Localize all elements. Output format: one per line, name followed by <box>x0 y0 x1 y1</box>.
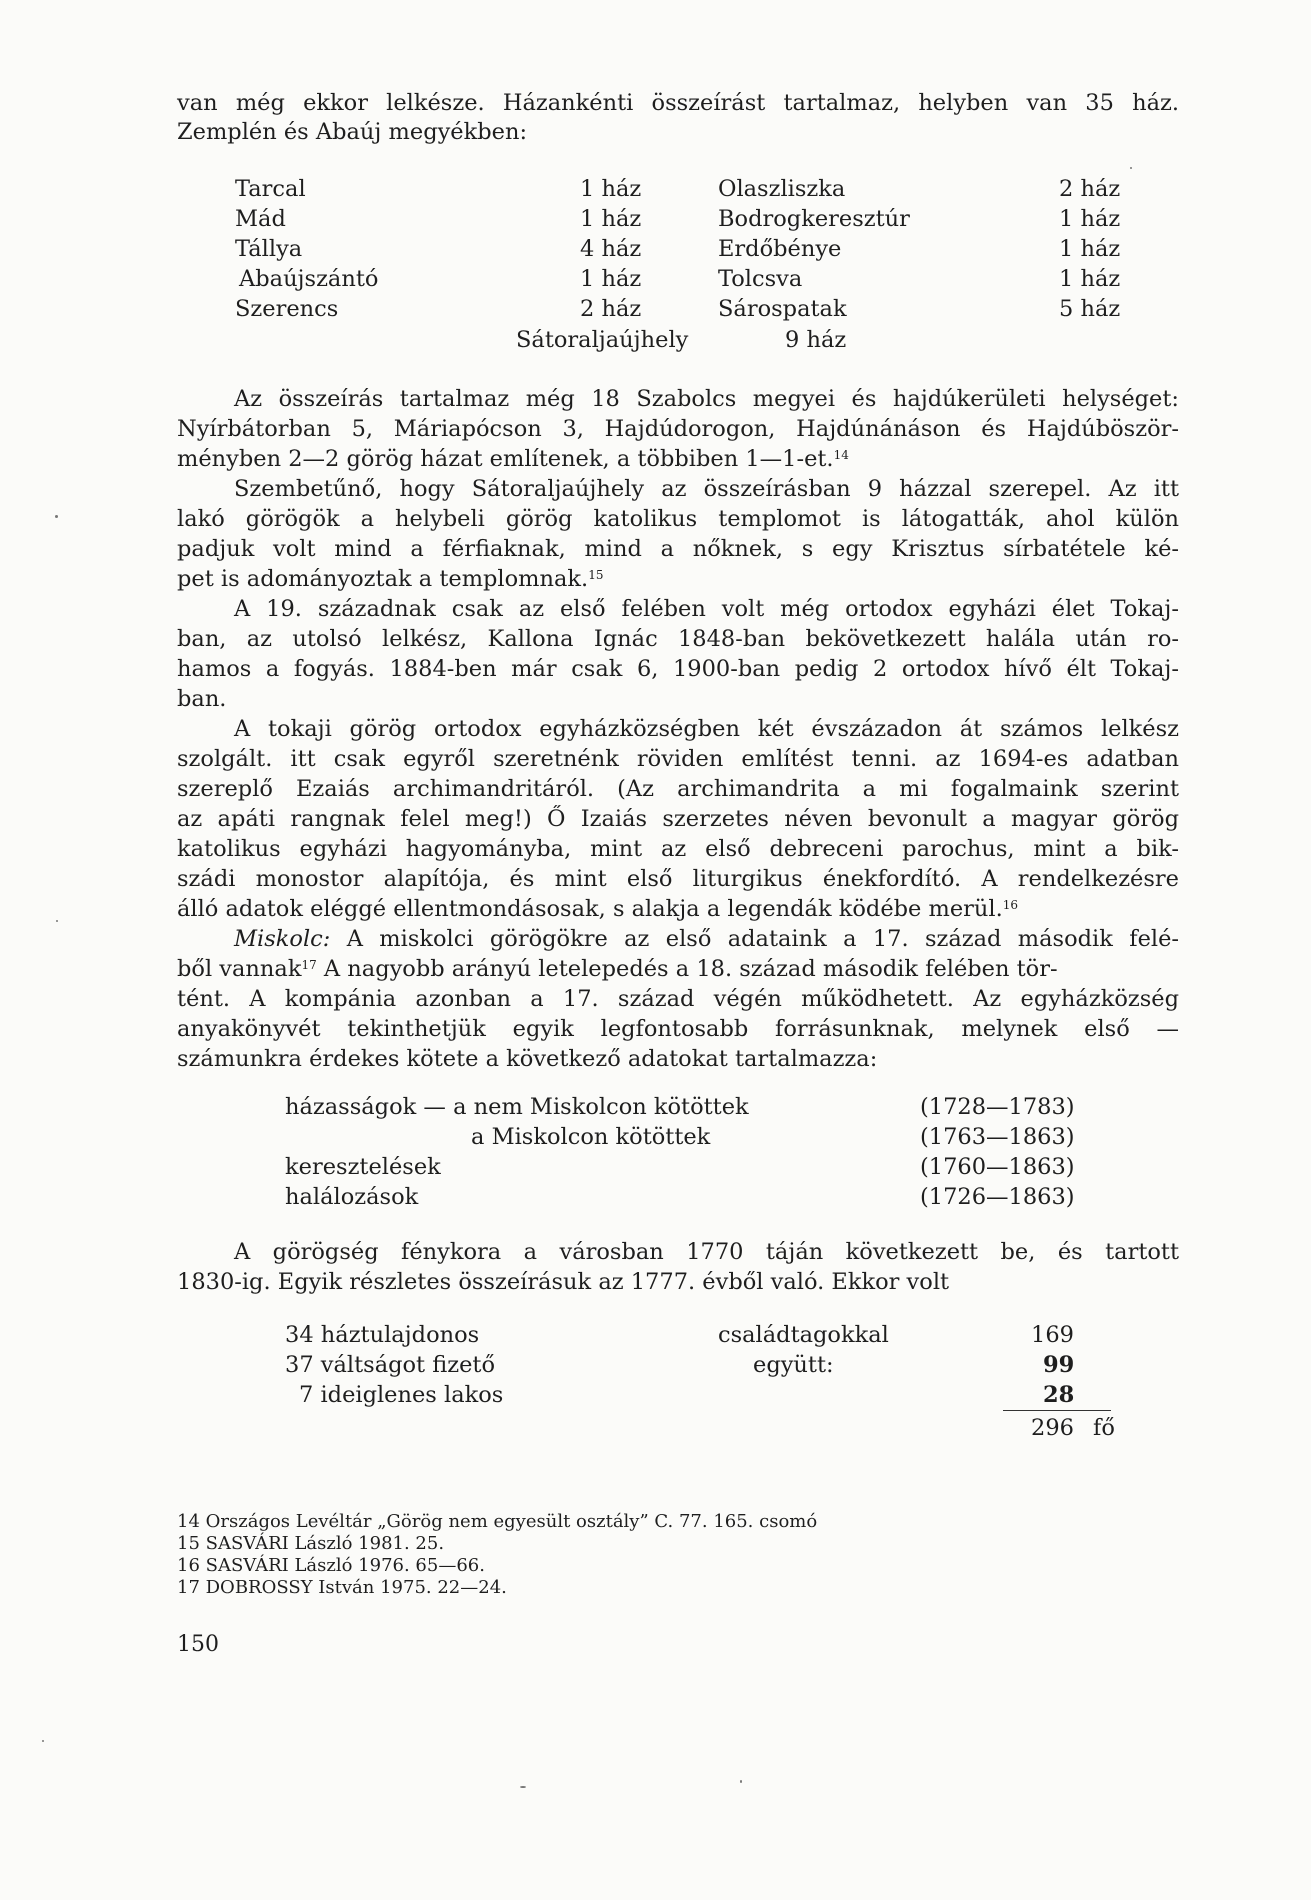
town-name: Tállya <box>235 236 303 262</box>
body-line: padjuk volt mind a férfiaknak, mind a nőknek, s egy Krisztus sírbatétele ké- <box>177 536 1179 562</box>
body-line: ban, az utolsó lelkész, Kallona Ignác 1848-ban bekövetkezett halála után ro- <box>177 626 1179 652</box>
page-number: 150 <box>177 1632 219 1657</box>
body-line: Miskolc: A miskolci görögökre az első adataink a 17. század második felé- <box>234 926 1179 952</box>
town-name: Mád <box>235 206 286 232</box>
body-line: A görögség fénykora a városban 1770 táján következett be, és tartott <box>234 1239 1179 1265</box>
body-line: katolikus egyházi hagyományba, mint az első debreceni parochus, mint a bik- <box>177 836 1179 862</box>
town-count: 1 ház <box>580 176 642 202</box>
body-line: pet is adományoztak a templomnak.$^{15}$ <box>177 566 604 592</box>
footnote-ref: 15 <box>588 568 604 582</box>
town-name: Tolcsva <box>718 266 803 292</box>
body-line: ban. <box>177 686 227 712</box>
body-line: Az összeírás tartalmaz még 18 Szabolcs megyei és hajdúkerületi helységet: <box>234 386 1179 412</box>
census-note: együtt: <box>753 1352 834 1378</box>
town-count: 9 ház <box>785 327 847 353</box>
registry-label: halálozások <box>285 1184 419 1210</box>
body-line: tént. A kompánia azonban a 17. század végén működhetett. Az egyházközség <box>177 986 1179 1012</box>
body-line: az apáti rangnak felel meg!) Ő Izaiás szerzetes néven bevonult a magyar görög <box>177 806 1179 832</box>
town-name: Sárospatak <box>718 296 847 322</box>
body-line: szolgált. itt csak egyről szeretnénk röviden említést tenni. az 1694-es adatban <box>177 746 1179 772</box>
scan-speck <box>740 1780 742 1783</box>
town-count: 2 ház <box>580 296 642 322</box>
census-total: 296 <box>1031 1415 1074 1441</box>
census-label: 37 váltságot fizető <box>285 1352 496 1378</box>
town-name: Bodrogkeresztúr <box>718 206 910 232</box>
scan-speck <box>56 920 58 922</box>
town-count: 1 ház <box>1059 206 1121 232</box>
body-line: hamos a fogyás. 1884-ben már csak 6, 1900-ban pedig 2 ortodox hívő élt Tokaj- <box>177 656 1179 682</box>
registry-years: (1728—1783) <box>920 1094 1075 1120</box>
town-name: Abaújszántó <box>239 266 379 292</box>
registry-label: a Miskolcon kötöttek <box>471 1124 711 1150</box>
town-count: 1 ház <box>1059 266 1121 292</box>
census-note: családtagokkal <box>718 1322 889 1348</box>
intro-line-2: Zemplén és Abaúj megyékben: <box>177 119 528 145</box>
body-line: anyakönyvét tekinthetjük egyik legfontosabb forrásunknak, melynek első — <box>177 1016 1179 1042</box>
registry-label: házasságok — a nem Miskolcon kötöttek <box>285 1094 749 1120</box>
intro-line-1: van még ekkor lelkésze. Házankénti összeírást tartalmaz, helyben van 35 ház. <box>177 90 1179 116</box>
footnote: 17 DOBROSSY István 1975. 22—24. <box>177 1577 507 1598</box>
body-line: Szembetűnő, hogy Sátoraljaújhely az összeírásban 9 házzal szerepel. Az itt <box>234 476 1179 502</box>
scan-speck <box>55 515 58 518</box>
body-line: 1830-ig. Egyik részletes összeírásuk az 1777. évből való. Ekkor volt <box>177 1269 950 1295</box>
census-value: 99 <box>1043 1352 1075 1378</box>
place-heading: Miskolc: <box>234 926 331 952</box>
town-count: 1 ház <box>1059 236 1121 262</box>
town-name: Tarcal <box>235 176 306 202</box>
body-line: számunkra érdekes kötete a következő adatokat tartalmazza: <box>177 1046 878 1072</box>
footnote-ref: 16 <box>1002 898 1019 912</box>
body-line: ményben 2—2 görög házat említenek, a többiben 1—1-et.$^{14}$ <box>177 446 849 472</box>
body-line: álló adatok eléggé ellentmondásosak, s alakja a legendák ködébe merül.$^{16}$ <box>177 896 1019 922</box>
footnote: 16 SASVÁRI László 1976. 65—66. <box>177 1555 485 1576</box>
town-name: Erdőbénye <box>718 236 842 262</box>
census-label: 34 háztulajdonos <box>285 1322 480 1348</box>
footnote: 15 SASVÁRI László 1981. 25. <box>177 1533 445 1554</box>
scan-speck <box>42 1740 44 1742</box>
town-count: 4 ház <box>580 236 642 262</box>
town-count: 1 ház <box>580 266 642 292</box>
body-line: Nyírbátorban 5, Máriapócson 3, Hajdúdorogon, Hajdúnánáson és Hajdúböször- <box>177 416 1179 442</box>
town-count: 5 ház <box>1059 296 1121 322</box>
town-name: Szerencs <box>235 296 339 322</box>
town-count: 2 ház <box>1059 176 1121 202</box>
body-line: ből vannak$^{17}$ A nagyobb arányú letelepedés a 18. század második felében tör- <box>177 956 1058 982</box>
body-line: A 19. századnak csak az első felében volt még ortodox egyházi élet Tokaj- <box>234 596 1179 622</box>
body-line: lakó görögök a helybeli görög katolikus templomot is látogatták, ahol külön <box>177 506 1179 532</box>
registry-years: (1760—1863) <box>920 1154 1075 1180</box>
census-value: 169 <box>1031 1322 1074 1348</box>
town-name: Olaszliszka <box>718 176 846 202</box>
body-line: szádi monostor alapítója, és mint első liturgikus énekfordító. A rendelkezésre <box>177 866 1179 892</box>
body-line: A tokaji görög ortodox egyházközségben két évszázadon át számos lelkész <box>234 716 1179 742</box>
census-label: 7 ideiglenes lakos <box>299 1382 504 1408</box>
census-value: 28 <box>1043 1382 1075 1408</box>
footnote-ref: 17 <box>301 958 317 972</box>
town-count: 1 ház <box>580 206 642 232</box>
footnote-ref: 14 <box>833 448 849 462</box>
scan-speck <box>520 1786 526 1788</box>
town-name: Sátoraljaújhely <box>516 327 689 353</box>
footnote: 14 Országos Levéltár „Görög nem egyesült osztály” C. 77. 165. csomó <box>177 1511 818 1532</box>
scan-speck <box>1130 167 1132 169</box>
registry-years: (1763—1863) <box>920 1124 1075 1150</box>
sum-rule <box>1003 1410 1111 1411</box>
body-line: szereplő Ezaiás archimandritáról. (Az archimandrita a mi fogalmaink szerint <box>177 776 1179 802</box>
census-unit: fő <box>1093 1415 1115 1441</box>
registry-years: (1726—1863) <box>920 1184 1075 1210</box>
registry-label: keresztelések <box>285 1154 441 1180</box>
